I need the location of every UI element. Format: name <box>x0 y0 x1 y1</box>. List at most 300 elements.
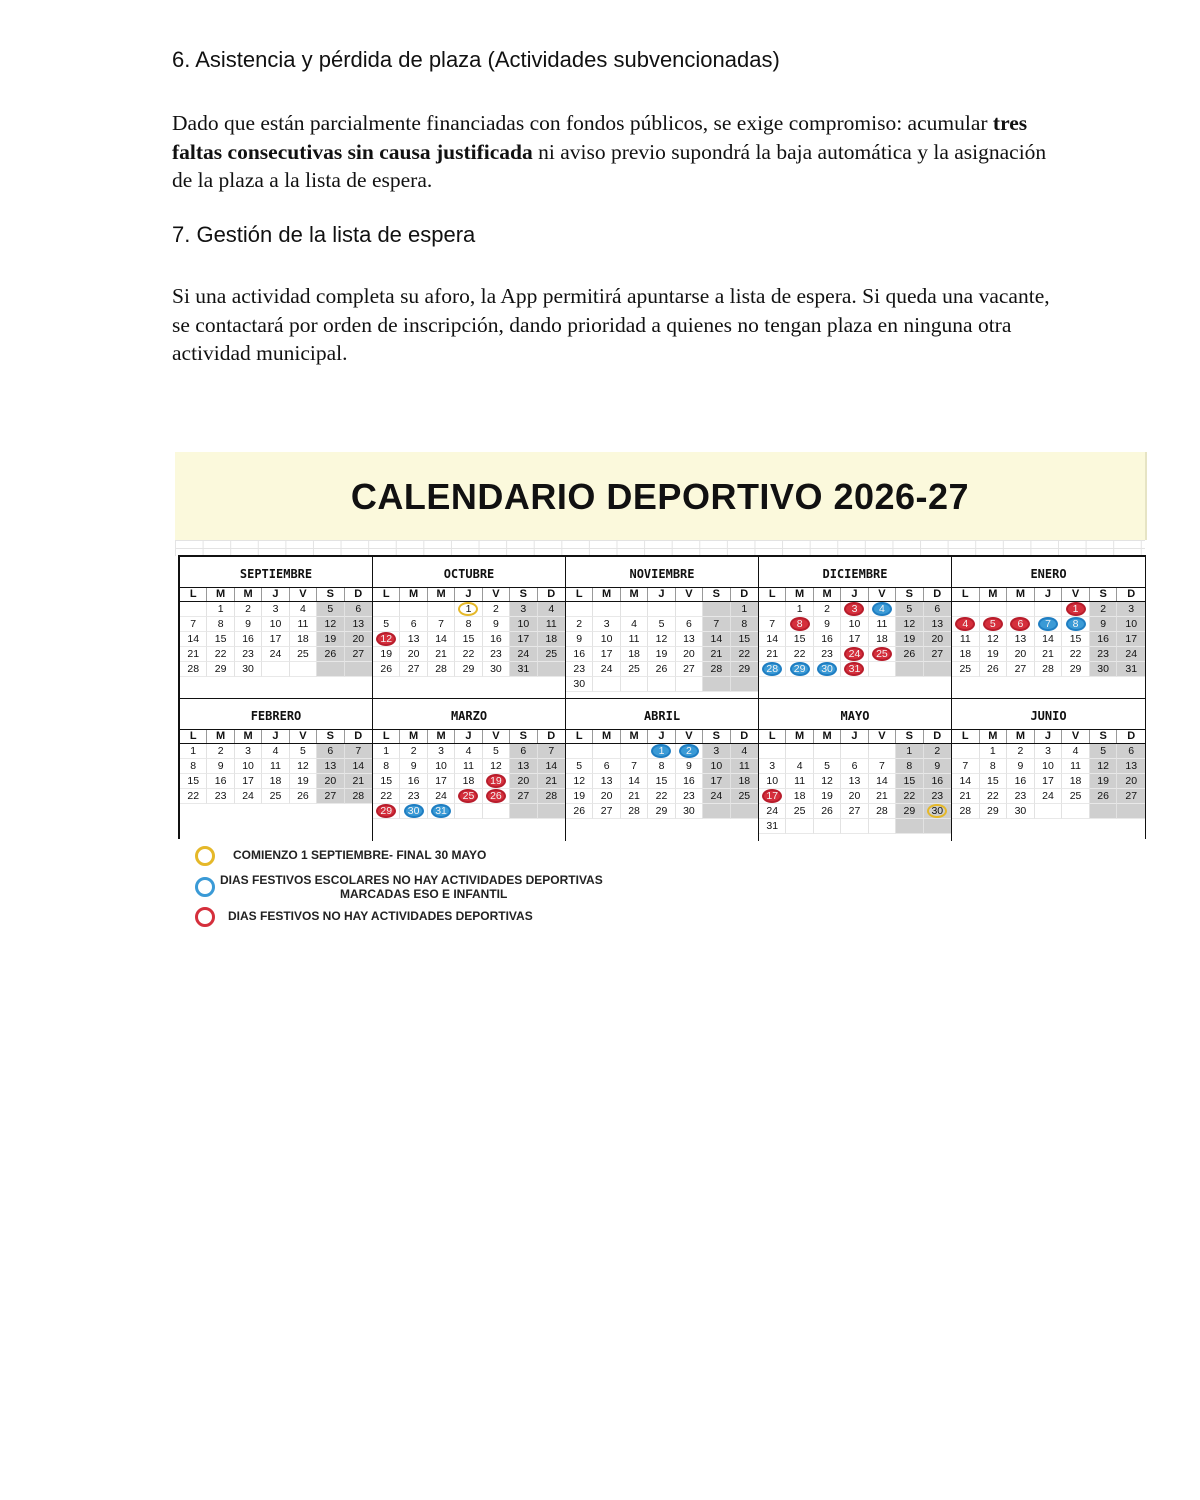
day-cell <box>317 759 344 774</box>
day-number: 13 <box>517 760 530 772</box>
day-cell <box>980 789 1008 804</box>
day-cell <box>980 617 1008 632</box>
day-cell <box>703 632 730 647</box>
day-number: 23 <box>1014 790 1027 802</box>
day-cell <box>428 789 455 804</box>
day-cell <box>1062 647 1090 662</box>
day-cell <box>1062 617 1090 632</box>
day-cell <box>373 617 400 632</box>
day-number: 3 <box>272 603 279 615</box>
day-number: 17 <box>242 775 254 787</box>
day-number: 22 <box>187 790 200 802</box>
day-cell <box>1090 789 1118 804</box>
day-number: 8 <box>741 618 748 630</box>
day-cell <box>180 774 207 789</box>
day-number: 28 <box>352 790 365 802</box>
month-name: MAYO <box>759 699 951 730</box>
day-number: 10 <box>517 618 530 630</box>
day-number: 20 <box>1125 775 1138 787</box>
day-cell <box>869 647 896 662</box>
day-cell <box>428 662 455 677</box>
day-number: 23 <box>214 790 227 802</box>
section-6-heading: 6. Asistencia y pérdida de plaza (Actividades subvencionadas) <box>172 47 780 72</box>
day-cell <box>924 789 951 804</box>
empty-cell <box>676 602 703 617</box>
day-number: 1 <box>741 603 748 615</box>
day-number: 12 <box>903 618 916 630</box>
day-cell <box>207 647 234 662</box>
weekday-label: S <box>317 588 344 601</box>
day-number: 7 <box>438 618 444 630</box>
day-cell <box>262 759 289 774</box>
day-cell <box>980 804 1008 819</box>
weekday-label: S <box>1090 588 1118 601</box>
day-number: 26 <box>324 648 337 660</box>
weekday-label: M <box>400 730 427 743</box>
day-number: 3 <box>520 603 527 615</box>
day-cell <box>593 647 620 662</box>
day-number: 25 <box>462 790 475 802</box>
day-cell <box>180 617 207 632</box>
day-number: 1 <box>658 745 665 757</box>
day-number: 18 <box>545 633 558 645</box>
day-number: 24 <box>600 663 613 675</box>
day-grid <box>759 602 951 677</box>
day-cell <box>400 774 427 789</box>
day-cell <box>262 632 289 647</box>
day-number: 4 <box>796 760 803 772</box>
legend-text: DIAS FESTIVOS ESCOLARES NO HAY ACTIVIDADES DEPORTIVAS <box>220 873 603 887</box>
day-cell <box>676 804 703 819</box>
day-number: 16 <box>573 648 586 660</box>
day-cell <box>455 759 482 774</box>
day-number: 15 <box>987 775 999 787</box>
day-grid <box>373 744 565 819</box>
day-number: 29 <box>655 805 668 817</box>
day-cell <box>455 662 482 677</box>
day-number: 18 <box>793 790 806 802</box>
day-number: 19 <box>821 790 833 802</box>
day-number: 9 <box>576 633 583 645</box>
weekday-label: M <box>980 588 1008 601</box>
day-number: 29 <box>462 663 475 675</box>
day-number: 28 <box>710 663 723 675</box>
day-number: 11 <box>628 633 640 645</box>
day-cell <box>814 602 841 617</box>
day-number: 26 <box>821 805 833 817</box>
day-number: 4 <box>741 745 748 757</box>
weekday-label: S <box>896 730 923 743</box>
day-number: 13 <box>352 618 365 630</box>
day-cell <box>952 662 980 677</box>
day-cell <box>207 662 234 677</box>
day-number: 30 <box>683 805 695 817</box>
weekday-label: M <box>593 588 620 601</box>
day-cell <box>538 647 565 662</box>
empty-cell <box>952 744 980 759</box>
weekday-label: S <box>703 730 730 743</box>
weekday-label: D <box>933 730 942 742</box>
empty-cell <box>952 602 980 617</box>
day-cell <box>841 632 868 647</box>
day-cell <box>1007 647 1035 662</box>
day-number: 14 <box>187 633 200 645</box>
weekday-label: S <box>1090 730 1118 743</box>
day-number: 28 <box>959 805 972 817</box>
day-cell <box>841 617 868 632</box>
day-cell <box>952 804 980 819</box>
day-number: 22 <box>738 648 751 660</box>
day-number: 8 <box>906 760 913 772</box>
day-cell <box>648 632 675 647</box>
day-number: 12 <box>380 633 393 645</box>
weekday-label: J <box>1035 730 1063 743</box>
month-febrero <box>180 699 373 841</box>
empty-cell <box>869 662 896 677</box>
day-cell <box>262 744 289 759</box>
section-7-paragraph: Si una actividad completa su aforo, la App permitirá apuntarse a lista de espera. Si queda una vacante, se contactará por orden de inscripción, dando prioridad a quienes no tengan plaza en ninguna otra actividad municipal. <box>172 284 1050 365</box>
day-cell <box>235 744 262 759</box>
day-number: 14 <box>352 760 365 772</box>
day-cell <box>1007 759 1035 774</box>
day-number: 24 <box>1125 648 1138 660</box>
day-number: 24 <box>848 648 861 660</box>
weekday-label: M <box>1007 730 1035 743</box>
day-number: 5 <box>658 618 665 630</box>
day-number: 25 <box>297 648 309 660</box>
day-cell <box>621 774 648 789</box>
day-number: 5 <box>493 745 499 757</box>
day-number: 13 <box>1125 760 1138 772</box>
day-cell <box>676 662 703 677</box>
weekday-label: M <box>235 588 262 601</box>
day-number: 21 <box>435 648 447 660</box>
day-cell <box>566 662 593 677</box>
day-cell <box>924 804 951 819</box>
day-cell <box>980 744 1008 759</box>
day-number: 16 <box>931 775 944 787</box>
day-cell <box>428 804 455 819</box>
day-cell <box>428 759 455 774</box>
day-number: 5 <box>824 760 830 772</box>
day-cell <box>593 617 620 632</box>
day-cell <box>262 647 289 662</box>
day-number: 12 <box>821 775 833 787</box>
day-number: 4 <box>962 618 969 630</box>
day-cell <box>180 647 207 662</box>
day-cell <box>455 774 482 789</box>
day-number: 6 <box>327 745 334 757</box>
day-number: 30 <box>1097 663 1109 675</box>
red-circle-icon <box>195 907 215 927</box>
day-number: 8 <box>190 760 197 772</box>
day-cell <box>455 617 482 632</box>
day-cell <box>621 647 648 662</box>
month-name: OCTUBRE <box>373 557 565 588</box>
day-number: 22 <box>1069 648 1082 660</box>
day-cell <box>703 744 730 759</box>
day-number: 11 <box>876 618 888 630</box>
day-cell <box>731 647 758 662</box>
empty-cell <box>869 819 896 834</box>
day-number: 25 <box>959 663 972 675</box>
day-number: 29 <box>214 663 227 675</box>
day-number: 21 <box>545 775 558 787</box>
day-number: 20 <box>324 775 337 787</box>
weekday-label: L <box>180 588 207 601</box>
day-number: 17 <box>848 633 861 645</box>
empty-cell <box>510 804 537 819</box>
day-cell <box>648 617 675 632</box>
day-number: 18 <box>876 633 888 645</box>
empty-cell <box>621 677 648 692</box>
day-number: 8 <box>383 760 390 772</box>
day-cell <box>952 759 980 774</box>
day-number: 24 <box>710 790 723 802</box>
day-cell <box>235 602 262 617</box>
day-number: 25 <box>793 805 806 817</box>
day-cell <box>566 617 593 632</box>
day-number: 27 <box>517 790 530 802</box>
day-number: 6 <box>1017 618 1024 630</box>
day-number: 18 <box>628 648 640 660</box>
day-cell <box>841 662 868 677</box>
day-number: 9 <box>824 618 830 630</box>
day-cell <box>731 789 758 804</box>
day-number: 9 <box>1017 760 1024 772</box>
day-cell <box>1035 744 1063 759</box>
day-cell <box>841 804 868 819</box>
day-cell <box>566 677 593 692</box>
day-cell <box>786 804 813 819</box>
day-cell <box>290 647 317 662</box>
day-number: 30 <box>407 805 420 817</box>
day-number: 15 <box>214 633 227 645</box>
day-cell <box>621 759 648 774</box>
day-cell <box>180 632 207 647</box>
day-cell <box>400 662 427 677</box>
day-number: 20 <box>517 775 530 787</box>
empty-cell <box>593 602 620 617</box>
day-cell <box>455 744 482 759</box>
empty-cell <box>593 677 620 692</box>
day-number: 10 <box>848 618 861 630</box>
day-cell <box>841 759 868 774</box>
day-number: 13 <box>600 775 613 787</box>
day-number: 28 <box>876 805 888 817</box>
day-cell <box>566 647 593 662</box>
day-number: 23 <box>683 790 695 802</box>
day-cell <box>980 662 1008 677</box>
weekday-label: V <box>869 730 896 743</box>
weekday-label: V <box>676 588 703 601</box>
month-junio <box>952 699 1145 841</box>
day-number: 11 <box>297 618 309 630</box>
day-cell <box>428 744 455 759</box>
calendar-image <box>178 555 1146 839</box>
day-cell <box>593 804 620 819</box>
weekday-label: M <box>814 730 841 743</box>
day-cell <box>896 647 923 662</box>
weekday-label: L <box>373 730 400 743</box>
day-cell <box>593 632 620 647</box>
day-cell <box>869 617 896 632</box>
day-cell <box>483 617 510 632</box>
weekday-label: J <box>1035 588 1063 601</box>
weekday-label: S <box>510 588 537 601</box>
day-number: 14 <box>710 633 723 645</box>
day-number: 13 <box>1014 633 1027 645</box>
day-cell <box>924 632 951 647</box>
weekday-label: M <box>207 588 234 601</box>
day-number: 1 <box>217 603 224 615</box>
day-cell <box>1035 789 1063 804</box>
day-cell <box>566 774 593 789</box>
day-number: 17 <box>517 633 530 645</box>
day-cell <box>235 662 262 677</box>
month-octubre <box>373 557 566 699</box>
day-number: 19 <box>903 633 916 645</box>
day-cell <box>400 789 427 804</box>
day-grid <box>952 602 1145 677</box>
empty-cell <box>814 744 841 759</box>
day-number: 16 <box>821 633 833 645</box>
weekday-header <box>952 588 1145 602</box>
weekday-label: V <box>483 730 510 743</box>
day-cell <box>1117 759 1145 774</box>
day-number: 5 <box>300 745 306 757</box>
day-cell <box>1117 632 1145 647</box>
empty-cell <box>483 804 510 819</box>
weekday-label: L <box>566 588 593 601</box>
day-cell <box>538 759 565 774</box>
day-cell <box>896 617 923 632</box>
day-number: 12 <box>1097 760 1109 772</box>
day-cell <box>1062 774 1090 789</box>
day-number: 21 <box>876 790 888 802</box>
day-cell <box>1007 617 1035 632</box>
day-number: 27 <box>848 805 861 817</box>
section-6-text-start: Dado que están parcialmente financiadas con fondos públicos, se exige compromiso: acumular <box>172 111 993 135</box>
day-number: 9 <box>493 618 499 630</box>
day-number: 15 <box>903 775 916 787</box>
day-number: 17 <box>1042 775 1054 787</box>
day-cell <box>980 647 1008 662</box>
day-number: 13 <box>324 760 337 772</box>
day-cell <box>814 632 841 647</box>
day-number: 10 <box>600 633 613 645</box>
day-cell <box>703 759 730 774</box>
day-cell <box>648 759 675 774</box>
month-abril <box>566 699 759 841</box>
day-number: 28 <box>766 663 779 675</box>
day-number: 18 <box>1069 775 1082 787</box>
day-cell <box>924 774 951 789</box>
empty-cell <box>345 662 372 677</box>
weekday-label: L <box>759 588 786 601</box>
day-cell <box>814 662 841 677</box>
day-grid <box>180 602 372 677</box>
day-number: 8 <box>796 618 803 630</box>
day-cell <box>593 759 620 774</box>
empty-cell <box>980 602 1008 617</box>
day-number: 9 <box>686 760 692 772</box>
weekday-label: L <box>373 588 400 601</box>
calendar-grid-decoration <box>175 540 1145 556</box>
day-number: 29 <box>793 663 806 675</box>
day-number: 2 <box>245 603 251 615</box>
day-number: 26 <box>903 648 916 660</box>
day-cell <box>428 632 455 647</box>
empty-cell <box>896 662 923 677</box>
weekday-label: D <box>740 588 749 600</box>
day-cell <box>317 602 344 617</box>
day-number: 16 <box>407 775 420 787</box>
weekday-header <box>952 730 1145 744</box>
day-cell <box>1117 617 1145 632</box>
empty-cell <box>703 602 730 617</box>
day-cell <box>455 647 482 662</box>
empty-cell <box>1117 804 1145 819</box>
section-6-paragraph <box>172 109 1052 195</box>
day-cell <box>290 602 317 617</box>
day-cell <box>1090 759 1118 774</box>
day-cell <box>483 759 510 774</box>
day-number: 8 <box>1072 618 1079 630</box>
day-number: 30 <box>1014 805 1027 817</box>
day-cell <box>180 744 207 759</box>
day-number: 17 <box>600 648 613 660</box>
day-number: 11 <box>270 760 281 772</box>
calendar-title-band <box>175 452 1147 540</box>
day-cell <box>841 647 868 662</box>
day-number: 27 <box>352 648 365 660</box>
weekday-label: S <box>510 730 537 743</box>
day-number: 17 <box>269 633 282 645</box>
day-cell <box>1062 602 1090 617</box>
day-number: 7 <box>631 760 637 772</box>
day-cell <box>1035 774 1063 789</box>
day-cell <box>731 617 758 632</box>
day-cell <box>952 789 980 804</box>
day-number: 14 <box>959 775 972 787</box>
day-number: 17 <box>1125 633 1138 645</box>
day-number: 26 <box>1097 790 1109 802</box>
day-number: 30 <box>490 663 502 675</box>
day-number: 28 <box>187 663 200 675</box>
day-number: 18 <box>959 648 972 660</box>
day-grid <box>566 744 758 819</box>
day-number: 17 <box>435 775 447 787</box>
day-cell <box>676 617 703 632</box>
day-cell <box>1007 632 1035 647</box>
day-cell <box>731 744 758 759</box>
day-number: 12 <box>573 775 586 787</box>
day-number: 13 <box>683 633 695 645</box>
day-cell <box>759 789 786 804</box>
day-number: 13 <box>931 618 944 630</box>
weekday-label: V <box>483 588 510 601</box>
day-number: 14 <box>1042 633 1054 645</box>
day-cell <box>1062 759 1090 774</box>
day-cell <box>1090 632 1118 647</box>
day-number: 30 <box>242 663 254 675</box>
day-grid <box>373 602 565 677</box>
day-number: 28 <box>545 790 558 802</box>
empty-cell <box>676 677 703 692</box>
day-cell <box>428 647 455 662</box>
day-cell <box>676 759 703 774</box>
